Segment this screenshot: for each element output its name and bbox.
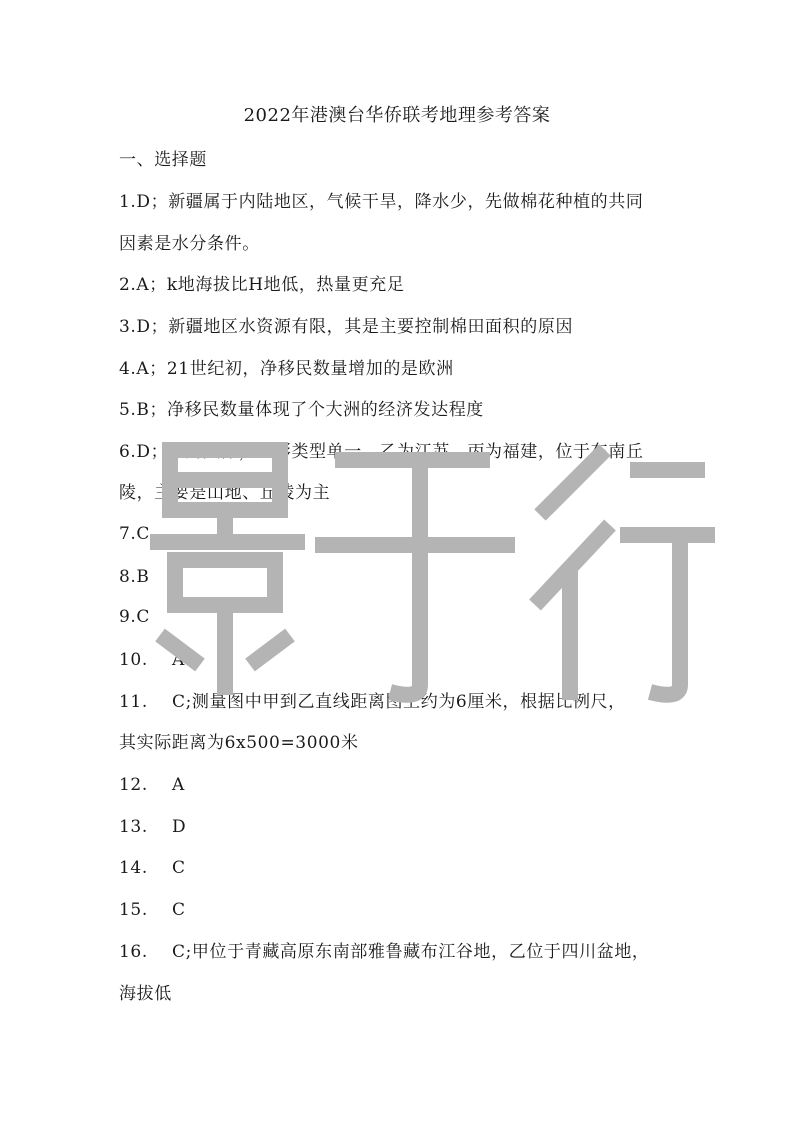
answer-number: 14.: [119, 858, 148, 878]
answer-2: 2.A；k地海拔比H地低，热量更充足: [119, 275, 405, 295]
answer-5: 5.B；净移民数量体现了个大洲的经济发达程度: [119, 400, 484, 420]
section-heading: 一、选择题: [119, 150, 207, 170]
answer-number: 15.: [119, 900, 148, 920]
answer-1-line2: 因素是水分条件。: [119, 234, 260, 254]
answer-15: [119, 897, 186, 923]
answer-number: 12.: [119, 775, 148, 795]
answer-text: C: [172, 858, 186, 878]
answer-text: A: [172, 650, 185, 670]
answer-6-line2: 陵，主要是山地、丘陵为主: [119, 483, 331, 503]
answer-14: [119, 855, 186, 881]
answer-text: C: [172, 900, 186, 920]
answer-11-line2: 其实际距离为6x500=3000米: [119, 733, 359, 753]
answer-10: [119, 647, 185, 673]
answer-12: [119, 772, 185, 798]
watermark: [120, 430, 720, 710]
watermark-graphic: [120, 430, 720, 710]
answer-7: 7.C: [119, 524, 151, 544]
answer-3: 3.D；新疆地区水资源有限，其是主要控制棉田面积的原因: [119, 317, 574, 337]
answer-text: C;甲位于青藏高原东南部雅鲁藏布江谷地，乙位于四川盆地，: [172, 942, 650, 962]
answer-11-line1: [119, 689, 626, 715]
document-title: 2022年港澳台华侨联考地理参考答案: [243, 105, 551, 126]
answer-16-line1: [119, 939, 650, 965]
answer-8: 8.B: [119, 567, 150, 587]
answer-text: C;测量图中甲到乙直线距离图上约为6厘米，根据比例尺，: [172, 692, 626, 712]
answer-1-line1: 1.D；新疆属于内陆地区，气候干旱，降水少，先做棉花种植的共同: [119, 192, 644, 212]
answer-6-line1: 6.D；甲为天津，地形类型单一，乙为江苏，丙为福建，位于东南丘: [119, 442, 644, 462]
answer-16-line2: 海拔低: [119, 984, 172, 1004]
answer-number: 16.: [119, 942, 148, 962]
answer-4: 4.A；21世纪初，净移民数量增加的是欧洲: [119, 359, 454, 379]
answer-13: [119, 814, 186, 840]
answer-text: D: [172, 817, 187, 837]
answer-number: 11.: [119, 692, 148, 712]
answer-number: 13.: [119, 817, 148, 837]
answer-number: 10.: [119, 650, 148, 670]
answer-text: A: [172, 775, 185, 795]
answer-9: 9.C: [119, 607, 151, 627]
